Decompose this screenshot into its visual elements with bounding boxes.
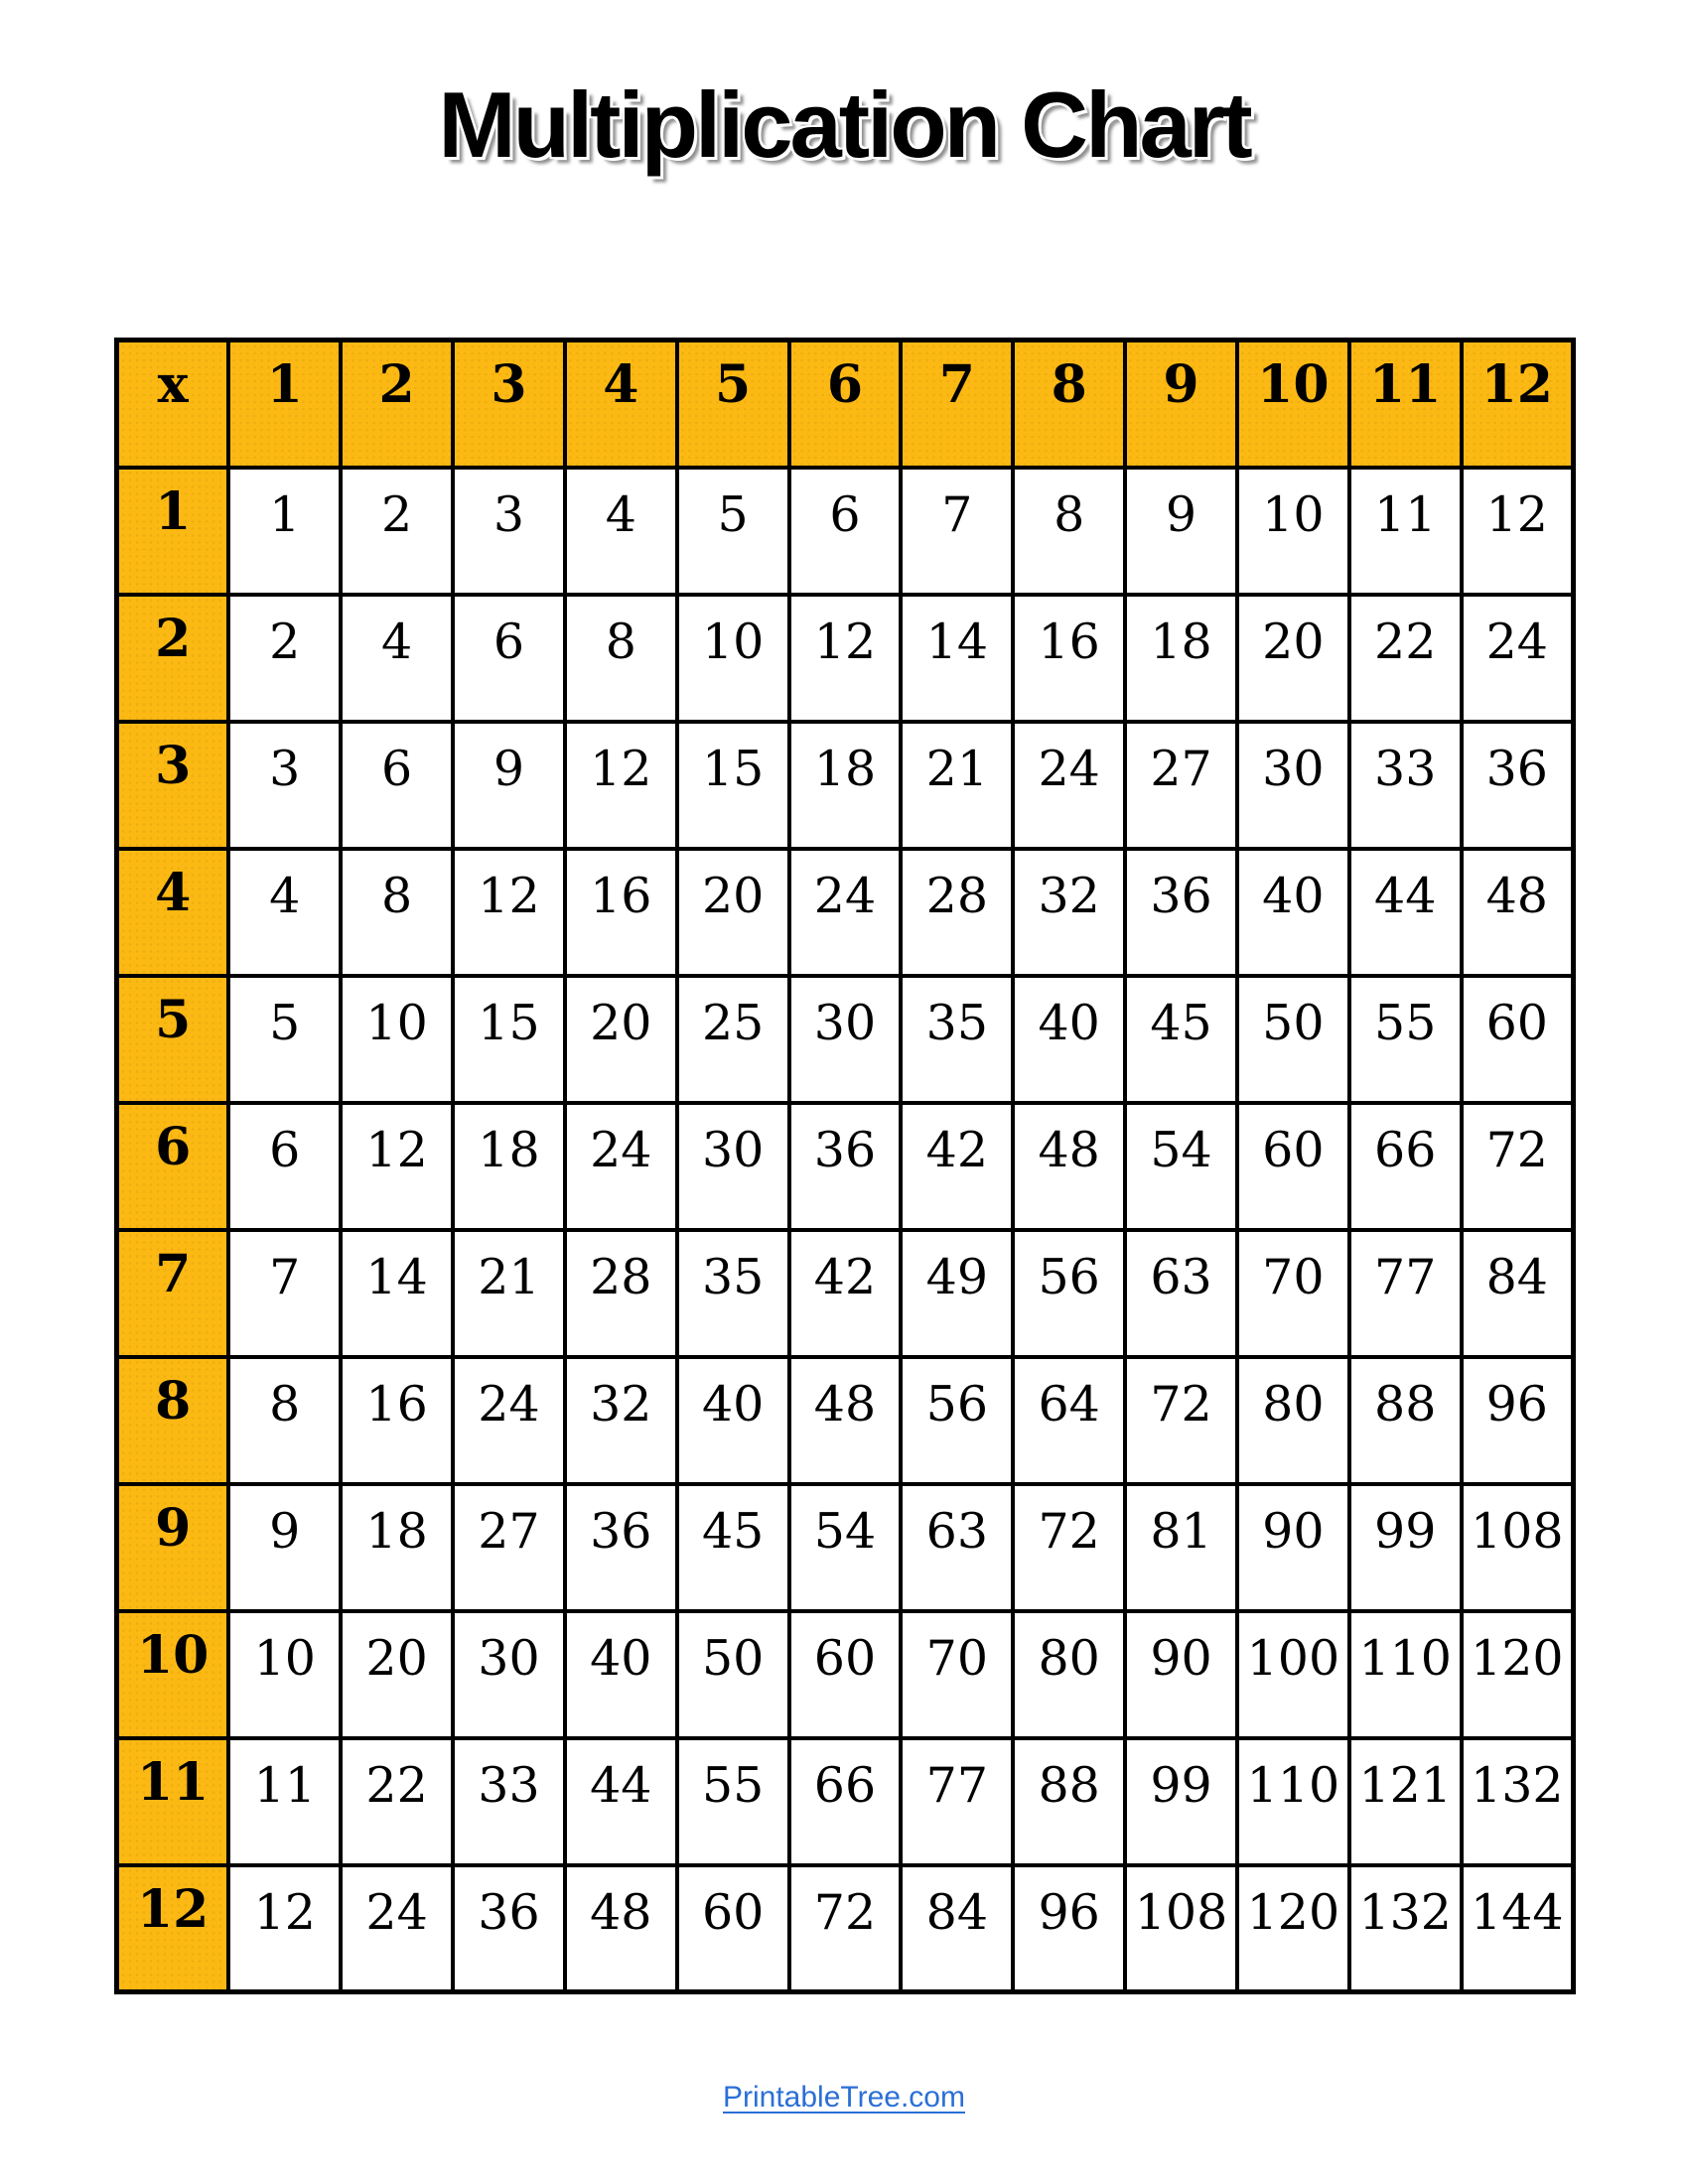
product-cell: 108	[1462, 1484, 1574, 1611]
product-cell: 120	[1462, 1611, 1574, 1738]
product-cell: 24	[565, 1103, 677, 1230]
row-header-cell: 7	[117, 1230, 229, 1357]
product-cell: 10	[228, 1611, 341, 1738]
product-cell: 30	[677, 1103, 789, 1230]
product-cell: 2	[341, 468, 453, 595]
product-cell: 9	[453, 722, 565, 849]
product-cell: 8	[228, 1357, 341, 1484]
product-cell: 80	[1237, 1357, 1349, 1484]
product-cell: 56	[1013, 1230, 1125, 1357]
product-cell: 30	[453, 1611, 565, 1738]
product-cell: 55	[1349, 976, 1462, 1103]
footer	[0, 2081, 1688, 2115]
product-cell: 72	[1462, 1103, 1574, 1230]
product-cell: 60	[1462, 976, 1574, 1103]
product-cell: 12	[453, 849, 565, 976]
product-cell: 12	[565, 722, 677, 849]
product-cell: 15	[453, 976, 565, 1103]
column-header-cell: 5	[677, 341, 789, 468]
product-cell: 77	[901, 1738, 1013, 1865]
product-cell: 63	[901, 1484, 1013, 1611]
product-cell: 42	[901, 1103, 1013, 1230]
table-row	[117, 468, 1574, 595]
table-row	[117, 976, 1574, 1103]
product-cell: 25	[677, 976, 789, 1103]
product-cell: 132	[1349, 1865, 1462, 1992]
product-cell: 54	[789, 1484, 902, 1611]
product-cell: 24	[1462, 595, 1574, 722]
product-cell: 44	[1349, 849, 1462, 976]
product-cell: 4	[341, 595, 453, 722]
printabletree-link[interactable]: PrintableTree.com	[723, 2081, 965, 2114]
product-cell: 144	[1462, 1865, 1574, 1992]
product-cell: 16	[565, 849, 677, 976]
product-cell: 72	[1125, 1357, 1237, 1484]
product-cell: 24	[1013, 722, 1125, 849]
product-cell: 40	[1013, 976, 1125, 1103]
row-header-cell: 4	[117, 849, 229, 976]
product-cell: 6	[228, 1103, 341, 1230]
product-cell: 84	[1462, 1230, 1574, 1357]
product-cell: 40	[1237, 849, 1349, 976]
product-cell: 42	[789, 1230, 902, 1357]
product-cell: 9	[228, 1484, 341, 1611]
product-cell: 20	[1237, 595, 1349, 722]
product-cell: 8	[565, 595, 677, 722]
table-row	[117, 849, 1574, 976]
product-cell: 88	[1349, 1357, 1462, 1484]
product-cell: 60	[677, 1865, 789, 1992]
product-cell: 14	[341, 1230, 453, 1357]
product-cell: 48	[565, 1865, 677, 1992]
column-header-cell: 3	[453, 341, 565, 468]
row-header-cell: 1	[117, 468, 229, 595]
product-cell: 99	[1349, 1484, 1462, 1611]
table-row	[117, 1230, 1574, 1357]
product-cell: 36	[453, 1865, 565, 1992]
column-header-cell: 9	[1125, 341, 1237, 468]
product-cell: 110	[1237, 1738, 1349, 1865]
product-cell: 35	[677, 1230, 789, 1357]
header-row	[117, 341, 1574, 468]
column-header-cell: 4	[565, 341, 677, 468]
product-cell: 8	[1013, 468, 1125, 595]
product-cell: 12	[228, 1865, 341, 1992]
product-cell: 40	[677, 1357, 789, 1484]
product-cell: 6	[453, 595, 565, 722]
product-cell: 18	[789, 722, 902, 849]
product-cell: 30	[789, 976, 902, 1103]
product-cell: 48	[789, 1357, 902, 1484]
product-cell: 36	[789, 1103, 902, 1230]
product-cell: 100	[1237, 1611, 1349, 1738]
product-cell: 60	[789, 1611, 902, 1738]
product-cell: 32	[565, 1357, 677, 1484]
product-cell: 1	[228, 468, 341, 595]
product-cell: 48	[1462, 849, 1574, 976]
column-header-cell: 11	[1349, 341, 1462, 468]
product-cell: 22	[341, 1738, 453, 1865]
table-row	[117, 1611, 1574, 1738]
row-header-cell: 9	[117, 1484, 229, 1611]
row-header-cell: 2	[117, 595, 229, 722]
corner-cell: x	[117, 341, 229, 468]
product-cell: 21	[901, 722, 1013, 849]
column-header-cell: 6	[789, 341, 902, 468]
column-header-cell: 8	[1013, 341, 1125, 468]
product-cell: 24	[789, 849, 902, 976]
product-cell: 120	[1237, 1865, 1349, 1992]
product-cell: 4	[228, 849, 341, 976]
product-cell: 50	[1237, 976, 1349, 1103]
product-cell: 20	[341, 1611, 453, 1738]
product-cell: 20	[677, 849, 789, 976]
product-cell: 96	[1462, 1357, 1574, 1484]
multiplication-table	[114, 338, 1576, 1994]
product-cell: 11	[1349, 468, 1462, 595]
product-cell: 66	[1349, 1103, 1462, 1230]
product-cell: 10	[677, 595, 789, 722]
product-cell: 84	[901, 1865, 1013, 1992]
product-cell: 33	[453, 1738, 565, 1865]
product-cell: 12	[341, 1103, 453, 1230]
table-row	[117, 1357, 1574, 1484]
product-cell: 44	[565, 1738, 677, 1865]
product-cell: 20	[565, 976, 677, 1103]
product-cell: 54	[1125, 1103, 1237, 1230]
product-cell: 6	[789, 468, 902, 595]
product-cell: 80	[1013, 1611, 1125, 1738]
product-cell: 108	[1125, 1865, 1237, 1992]
product-cell: 2	[228, 595, 341, 722]
product-cell: 49	[901, 1230, 1013, 1357]
column-header-cell: 12	[1462, 341, 1574, 468]
product-cell: 36	[1125, 849, 1237, 976]
row-header-cell: 12	[117, 1865, 229, 1992]
product-cell: 27	[453, 1484, 565, 1611]
product-cell: 7	[901, 468, 1013, 595]
product-cell: 21	[453, 1230, 565, 1357]
product-cell: 11	[228, 1738, 341, 1865]
product-cell: 50	[677, 1611, 789, 1738]
product-cell: 36	[565, 1484, 677, 1611]
table-row	[117, 1738, 1574, 1865]
table-body	[117, 468, 1574, 1992]
row-header-cell: 3	[117, 722, 229, 849]
product-cell: 8	[341, 849, 453, 976]
table-row	[117, 1103, 1574, 1230]
product-cell: 27	[1125, 722, 1237, 849]
product-cell: 121	[1349, 1738, 1462, 1865]
product-cell: 30	[1237, 722, 1349, 849]
product-cell: 5	[677, 468, 789, 595]
product-cell: 16	[1013, 595, 1125, 722]
product-cell: 12	[789, 595, 902, 722]
product-cell: 72	[1013, 1484, 1125, 1611]
product-cell: 16	[341, 1357, 453, 1484]
product-cell: 81	[1125, 1484, 1237, 1611]
product-cell: 40	[565, 1611, 677, 1738]
product-cell: 28	[901, 849, 1013, 976]
product-cell: 60	[1237, 1103, 1349, 1230]
row-header-cell: 5	[117, 976, 229, 1103]
product-cell: 28	[565, 1230, 677, 1357]
product-cell: 63	[1125, 1230, 1237, 1357]
product-cell: 3	[228, 722, 341, 849]
product-cell: 110	[1349, 1611, 1462, 1738]
column-header-cell: 10	[1237, 341, 1349, 468]
product-cell: 55	[677, 1738, 789, 1865]
product-cell: 4	[565, 468, 677, 595]
product-cell: 90	[1237, 1484, 1349, 1611]
table-row	[117, 1865, 1574, 1992]
row-header-cell: 10	[117, 1611, 229, 1738]
product-cell: 18	[1125, 595, 1237, 722]
product-cell: 90	[1125, 1611, 1237, 1738]
product-cell: 64	[1013, 1357, 1125, 1484]
product-cell: 77	[1349, 1230, 1462, 1357]
product-cell: 10	[1237, 468, 1349, 595]
column-header-cell: 2	[341, 341, 453, 468]
product-cell: 45	[677, 1484, 789, 1611]
product-cell: 14	[901, 595, 1013, 722]
product-cell: 45	[1125, 976, 1237, 1103]
product-cell: 70	[901, 1611, 1013, 1738]
product-cell: 18	[453, 1103, 565, 1230]
page-title: Multiplication Chart	[438, 72, 1250, 177]
product-cell: 32	[1013, 849, 1125, 976]
table-row	[117, 722, 1574, 849]
product-cell: 96	[1013, 1865, 1125, 1992]
product-cell: 66	[789, 1738, 902, 1865]
product-cell: 132	[1462, 1738, 1574, 1865]
product-cell: 12	[1462, 468, 1574, 595]
product-cell: 24	[453, 1357, 565, 1484]
product-cell: 18	[341, 1484, 453, 1611]
row-header-cell: 11	[117, 1738, 229, 1865]
product-cell: 9	[1125, 468, 1237, 595]
product-cell: 70	[1237, 1230, 1349, 1357]
product-cell: 7	[228, 1230, 341, 1357]
product-cell: 36	[1462, 722, 1574, 849]
product-cell: 88	[1013, 1738, 1125, 1865]
product-cell: 33	[1349, 722, 1462, 849]
row-header-cell: 8	[117, 1357, 229, 1484]
product-cell: 22	[1349, 595, 1462, 722]
row-header-cell: 6	[117, 1103, 229, 1230]
product-cell: 56	[901, 1357, 1013, 1484]
column-header-cell: 1	[228, 341, 341, 468]
product-cell: 5	[228, 976, 341, 1103]
product-cell: 48	[1013, 1103, 1125, 1230]
product-cell: 35	[901, 976, 1013, 1103]
product-cell: 10	[341, 976, 453, 1103]
product-cell: 99	[1125, 1738, 1237, 1865]
product-cell: 6	[341, 722, 453, 849]
table-row	[117, 1484, 1574, 1611]
column-header-cell: 7	[901, 341, 1013, 468]
product-cell: 3	[453, 468, 565, 595]
product-cell: 24	[341, 1865, 453, 1992]
product-cell: 15	[677, 722, 789, 849]
product-cell: 72	[789, 1865, 902, 1992]
table-row	[117, 595, 1574, 722]
